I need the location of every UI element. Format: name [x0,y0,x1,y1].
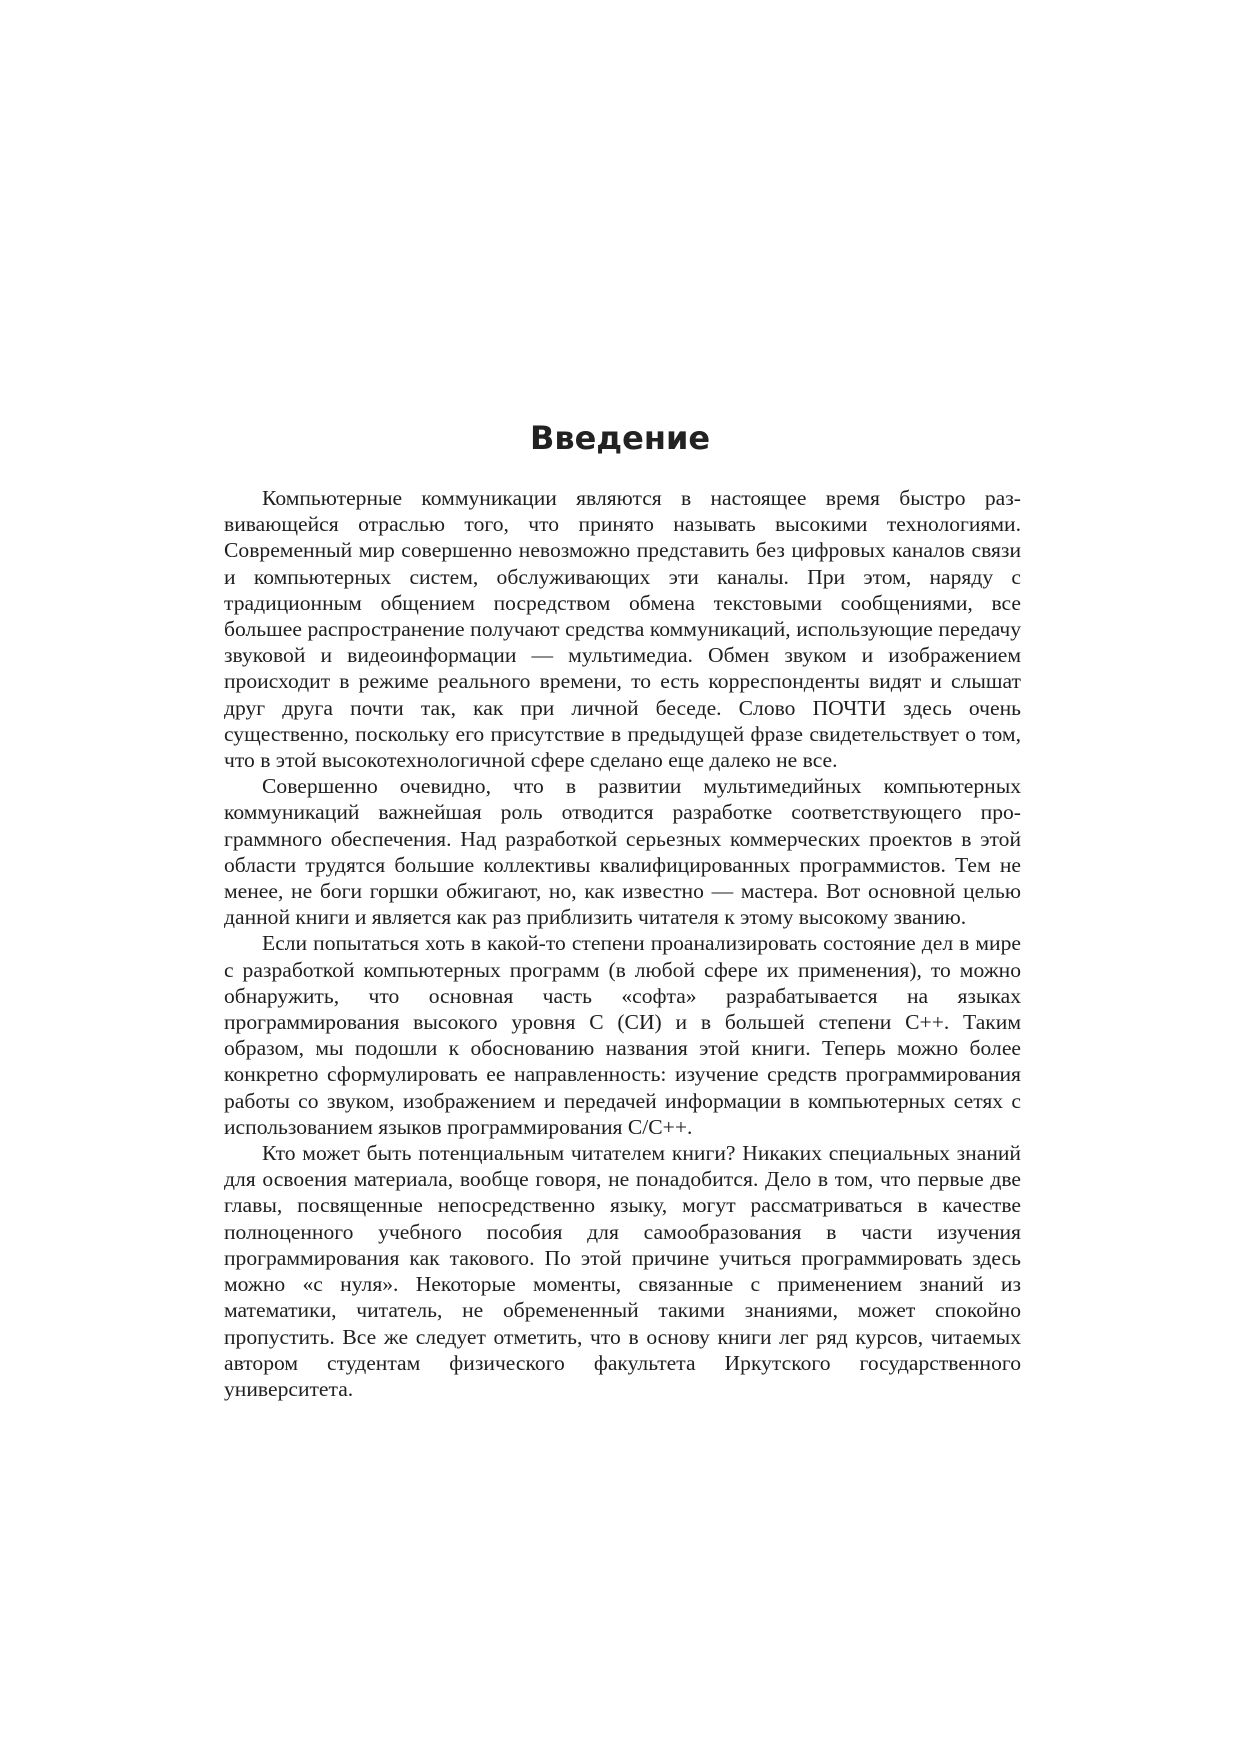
paragraph: Кто может быть потенциальным читателем книги? Никаких специальных знаний для освоения материала, вообще говоря, не понадобится. Дело в том, что первые две главы, посвященные непосредственно языку, могут рассматриваться в качестве полноценного учебного пособия для самообразования в части изучения программирования как такового. По этой причине учиться программировать здесь можно «с нуля». Некоторые моменты, связанные с применением знаний из математики, читатель, не обремененный такими знаниями, может спокойно пропустить. Все же следует отметить, что в основу книги лег ряд курсов, читаемых автором студентам физического факультета Иркутского государственного университета. [224,1141,1021,1401]
paragraph: Компьютерные коммуникации являются в настоящее время быстро развивающейся отраслью того, что принято называть высокими технологиями. Современный мир совершенно невозможно представить без цифровых каналов связи и компьютерных систем, обслуживающих эти каналы. При этом, наряду с традиционным общением посредством обмена текстовыми сообщениями, все большее распространение получают средства коммуникаций, использующие передачу звуковой и видеоинформации — мультимедиа. Обмен звуком и изображением происходит в режиме реального времени, то есть корреспонденты видят и слышат друг друга почти так, как при личной беседе. Слово ПОЧТИ здесь очень существенно, поскольку его присутствие в предыдущей фразе свидетельствует о том, что в этой высокотехнологичной сфере сделано еще далеко не все. [224,486,1021,773]
chapter-title: Введение [529,419,711,457]
body-text [224,485,1021,1402]
paragraph: Совершенно очевидно, что в развитии мультимедийных компьютерных коммуникаций важнейшая роль отводится разработке соответствующего программного обеспечения. Над разработкой серьезных коммерческих проектов в этой области трудятся большие коллективы квалифицированных программистов. Тем не менее, не боги горшки обжигают, но, как известно — мастера. Вот основной целью данной книги и является как раз приблизить читателя к этому высокому званию. [224,774,1021,930]
paragraph: Если попытаться хоть в какой-то степени проанализировать состояние дел в мире с разработкой компьютерных программ (в любой сфере их применения), то можно обнаружить, что основная часть «софта» разрабатывается на языках программирования высокого уровня С (СИ) и в большей степени С++. Таким образом, мы подошли к обоснованию названия этой книги. Теперь можно более конкретно сформулировать ее направленность: изучение средств программирования работы со звуком, изображением и передачей информации в компьютерных сетях с использованием языков программирования С/С++. [224,931,1021,1139]
